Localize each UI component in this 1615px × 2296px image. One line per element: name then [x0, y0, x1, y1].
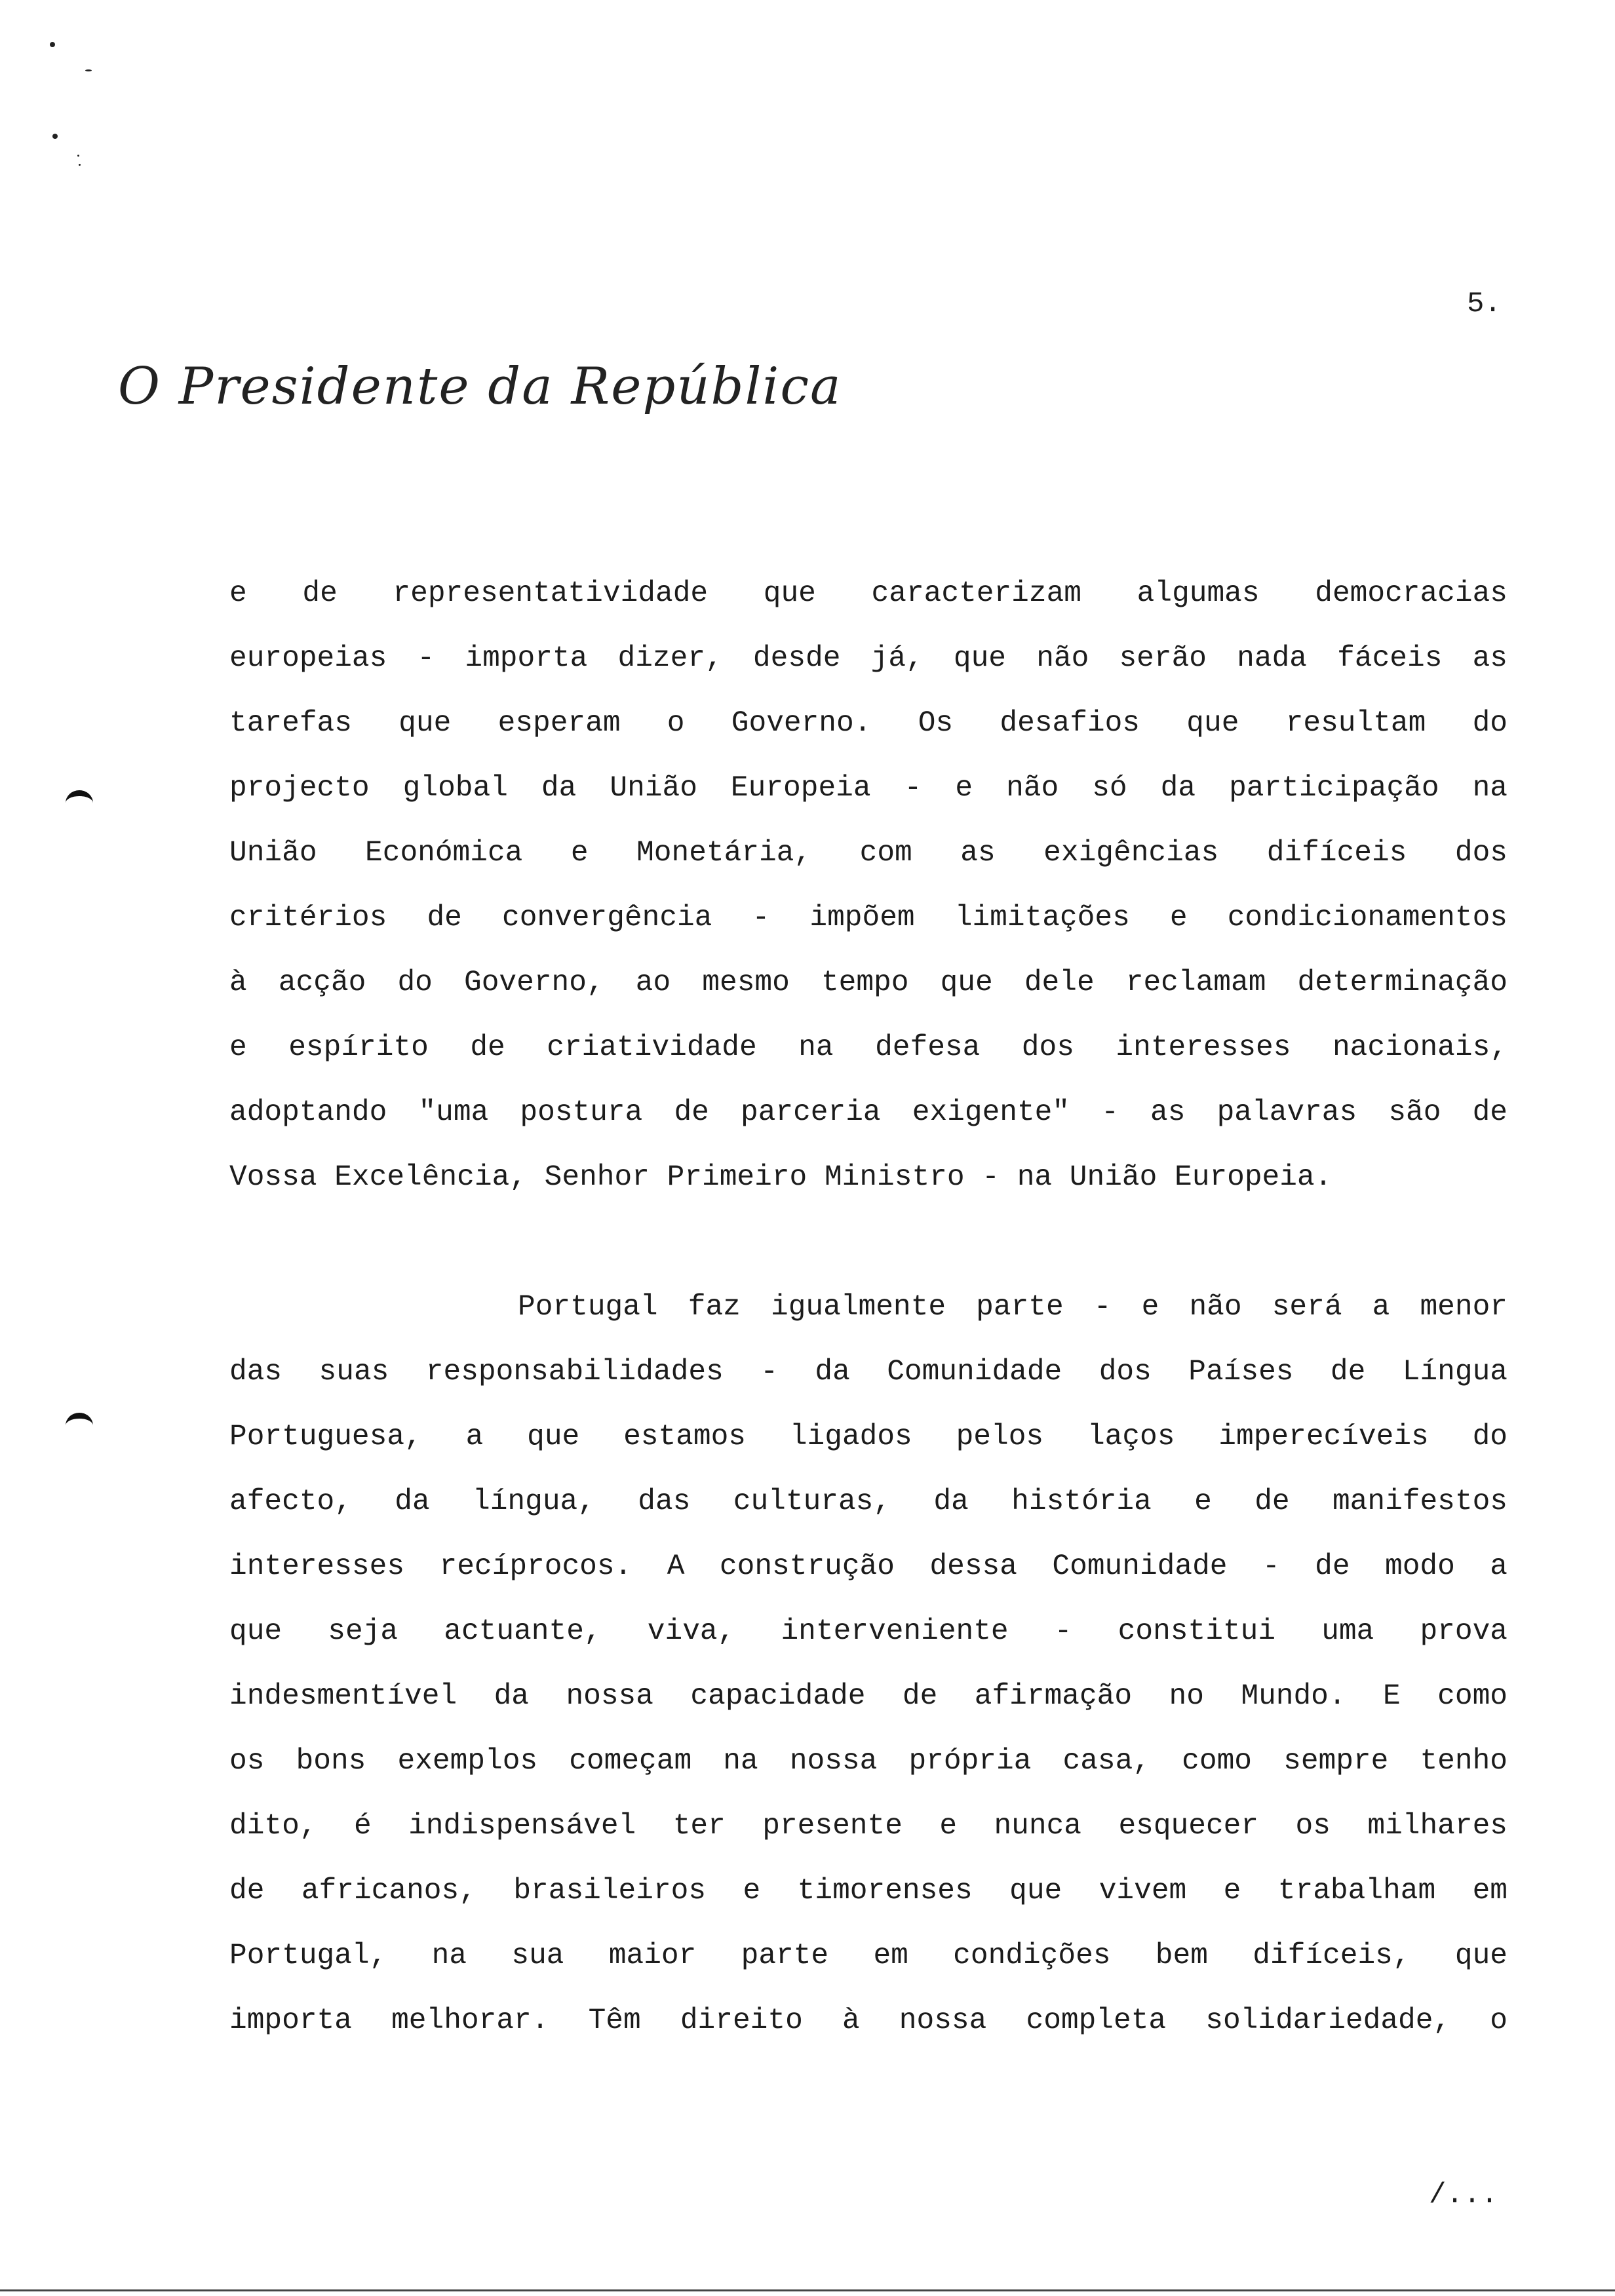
text-line: União Económica e Monetária, com as exigências difíceis dos — [229, 837, 1508, 870]
text-line: interesses recíprocos. A construção dessa Comunidade - de modo a — [229, 1550, 1508, 1583]
scan-speck — [85, 69, 92, 71]
letterhead: O Presidente da República — [118, 357, 842, 416]
scan-speck — [77, 155, 79, 157]
text-line: tarefas que esperam o Governo. Os desafios que resultam do — [229, 707, 1508, 740]
text-line: europeias - importa dizer, desde já, que não serão nada fáceis as — [229, 642, 1508, 675]
page-bottom-edge — [0, 2289, 1615, 2291]
text-line: critérios de convergência - impõem limitações e condicionamentos — [229, 902, 1508, 934]
text-line: das suas responsabilidades - da Comunidade dos Países de Língua — [229, 1356, 1508, 1388]
text-line: Portugal, na sua maior parte em condições bem difíceis, que — [229, 1940, 1508, 1972]
text-line: dito, é indispensável ter presente e nunca esquecer os milhares — [229, 1810, 1508, 1843]
text-line: Portuguesa, a que estamos ligados pelos laços imperecíveis do — [229, 1421, 1508, 1453]
text-line: adoptando "uma postura de parceria exigente" - as palavras são de — [229, 1096, 1508, 1129]
text-line: os bons exemplos começam na nossa própria casa, como sempre tenho — [229, 1745, 1508, 1778]
page-number: 5. — [1467, 288, 1502, 320]
text-line: projecto global da União Europeia - e não só da participação na — [229, 772, 1508, 805]
text-line: de africanos, brasileiros e timorenses que vivem e trabalham em — [229, 1875, 1508, 1907]
text-line: Portugal faz igualmente parte - e não será a menor — [518, 1291, 1508, 1324]
margin-mark — [66, 790, 93, 816]
text-line: Vossa Excelência, Senhor Primeiro Ministro - na União Europeia. — [229, 1161, 1333, 1194]
text-line: afecto, da língua, das culturas, da história e de manifestos — [229, 1485, 1508, 1518]
text-line: indesmentível da nossa capacidade de afirmação no Mundo. E como — [229, 1680, 1508, 1713]
scan-speck — [52, 134, 58, 139]
text-line: importa melhorar. Têm direito à nossa completa solidariedade, o — [229, 2004, 1508, 2037]
scan-speck — [79, 164, 81, 166]
text-line: que seja actuante, viva, interveniente - constitui uma prova — [229, 1615, 1508, 1648]
scan-speck — [50, 42, 55, 47]
continuation-mark: /... — [1429, 2179, 1498, 2211]
text-line: e de representatividade que caracterizam algumas democracias — [229, 577, 1508, 610]
text-line: à acção do Governo, ao mesmo tempo que dele reclamam determinação — [229, 966, 1508, 999]
margin-mark — [66, 1413, 93, 1438]
text-line: e espírito de criatividade na defesa dos interesses nacionais, — [229, 1031, 1508, 1064]
